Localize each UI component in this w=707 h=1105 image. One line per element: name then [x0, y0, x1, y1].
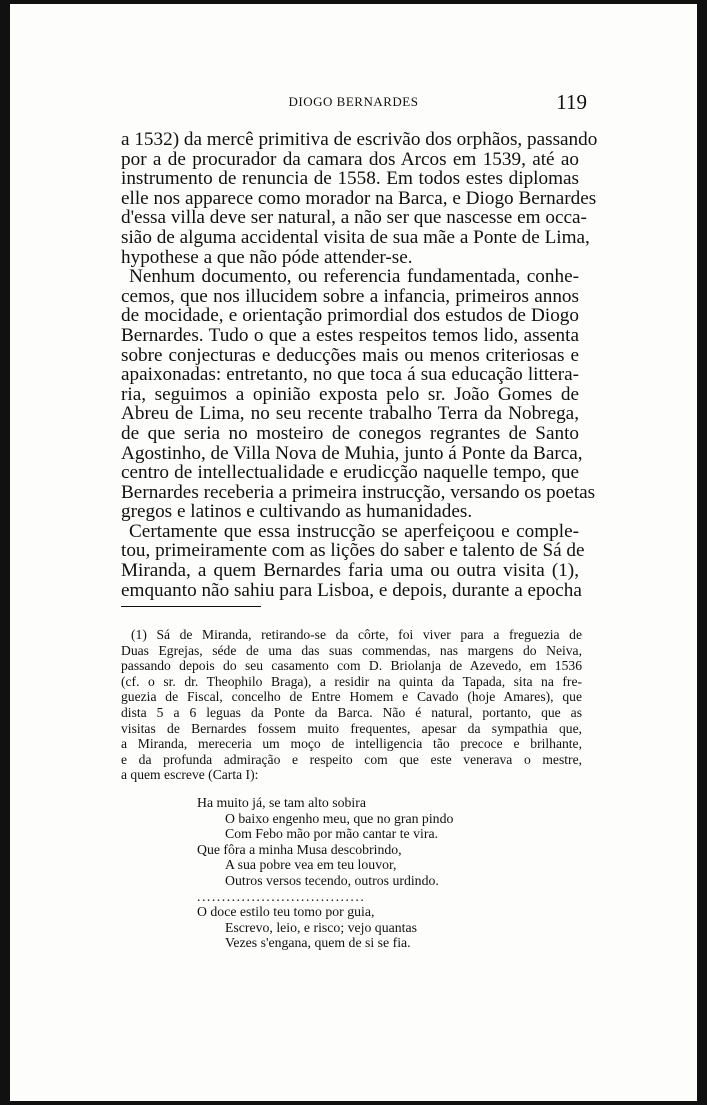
text-line: gregos e latinos e cultivando as humanidades.	[121, 501, 473, 523]
page-number: 119	[556, 90, 587, 114]
poem-line: Ha muito já, se tam alto sobira	[197, 795, 366, 810]
text-line: de que seria no mosteiro de conegos regrantes de Santo	[121, 422, 579, 444]
poem-ellipsis: ..................................	[197, 888, 366, 904]
footnote-line: Duas Egrejas, séde de uma das suas commendas, nas margens do Neiva,	[121, 642, 582, 658]
footnote	[121, 627, 582, 783]
footnote-line: e da profunda admiração e respeito com que este venerava o mestre,	[121, 751, 582, 767]
poem-line: Escrevo, leio, e risco; vejo quantas	[225, 919, 417, 935]
footnote-separator	[121, 606, 261, 607]
text-line: hypothese a que não póde attender-se.	[121, 246, 413, 268]
main-text	[121, 129, 598, 601]
text-line: centro de intellectualidade e erudicção naquelle tempo, que	[121, 462, 579, 484]
text-line: de mocidade, e orientação primordial dos estudos de Diogo	[121, 305, 579, 327]
footnote-line: a Miranda, mereceria um moço de intelligencia tão precoce e brilhante,	[121, 736, 582, 752]
text-line: instrumento de renuncia de 1558. Em todos estes diplomas	[121, 168, 579, 190]
quoted-poem	[197, 795, 453, 951]
text-line: Abreu de Lima, no seu recente trabalho Terra da Nobrega,	[121, 403, 579, 425]
footnote-line: (cf. o sr. dr. Theophilo Braga), a residir na quinta da Tapada, sita na fre-	[121, 673, 582, 689]
text-line: elle nos apparece como morador na Barca, e Diogo Bernardes	[121, 187, 597, 209]
text-line: Bernardes. Tudo o que a estes respeitos temos lido, assenta	[121, 324, 579, 346]
text-line: ria, seguimos a opinião exposta pelo sr. João Gomes de	[121, 383, 579, 405]
text-line: Miranda, a quem Bernardes faria uma ou outra visita (1),	[121, 560, 579, 582]
poem-line: Com Febo mão por mão cantar te vira.	[225, 826, 439, 842]
text-line: por a de procurador da camara dos Arcos em 1539, até ao	[121, 148, 579, 170]
poem-line: Que fôra a minha Musa descobrindo,	[197, 841, 402, 857]
poem-line: Outros versos tecendo, outros urdindo.	[225, 872, 439, 888]
page-header	[10, 90, 697, 118]
text-line: d'essa villa deve ser natural, a não ser que nascesse em occa-	[121, 207, 587, 229]
footnote-line: passando depois do seu casamento com D. Briolanja de Azevedo, em 1536	[121, 658, 582, 674]
text-line: a 1532) da mercê primitiva de escrivão dos orphãos, passando	[121, 129, 598, 150]
text-line: cemos, que nos illucidem sobre a infancia, primeiros annos	[121, 285, 579, 307]
footnote-line: visitas de Bernardes fossem muito frequentes, apesar da sympathia que,	[121, 720, 582, 736]
text-line: emquanto não sahiu para Lisboa, e depois, durante a epocha	[121, 579, 582, 601]
footnote-line: dista 5 a 6 leguas da Ponte da Barca. Não é natural, portanto, que as	[121, 704, 582, 720]
footnote-line: guezia de Fiscal, concelho de Entre Homem e Cavado (hoje Amares), que	[121, 689, 582, 705]
running-title: DIOGO BERNARDES	[288, 94, 419, 109]
text-line: Bernardes receberia a primeira instrucção, versando os poetas	[121, 481, 596, 503]
poem-line: A sua pobre vea em teu louvor,	[225, 857, 397, 873]
poem-line: O doce estilo teu tomo por guia,	[197, 904, 375, 920]
text-line: Nenhum documento, ou referencia fundamentada, conhe-	[129, 266, 579, 288]
text-line: Agostinho, de Villa Nova de Muhia, junto á Ponte da Barca,	[121, 442, 583, 464]
poem-line: O baixo engenho meu, que no gran pindo	[225, 810, 454, 826]
text-line: sião de alguma accidental visita de sua mãe a Ponte de Lima,	[121, 226, 590, 248]
poem-line: Vezes s'engana, quem de si se fia.	[225, 935, 411, 951]
text-line: sobre conjecturas e deducções mais ou menos criteriosas e	[121, 344, 579, 366]
text-line: Certamente que essa instrucção se aperfeiçoou e comple-	[129, 520, 579, 542]
footnote-line: (1) Sá de Miranda, retirando-se da côrte, foi viver para a freguezia de	[131, 627, 582, 642]
footnote-line: a quem escreve (Carta I):	[121, 767, 259, 783]
text-line: apaixonadas: entretanto, no que toca á sua educação littera-	[121, 364, 579, 386]
text-line: tou, primeiramente com as lições do saber e talento de Sá de	[121, 540, 585, 562]
